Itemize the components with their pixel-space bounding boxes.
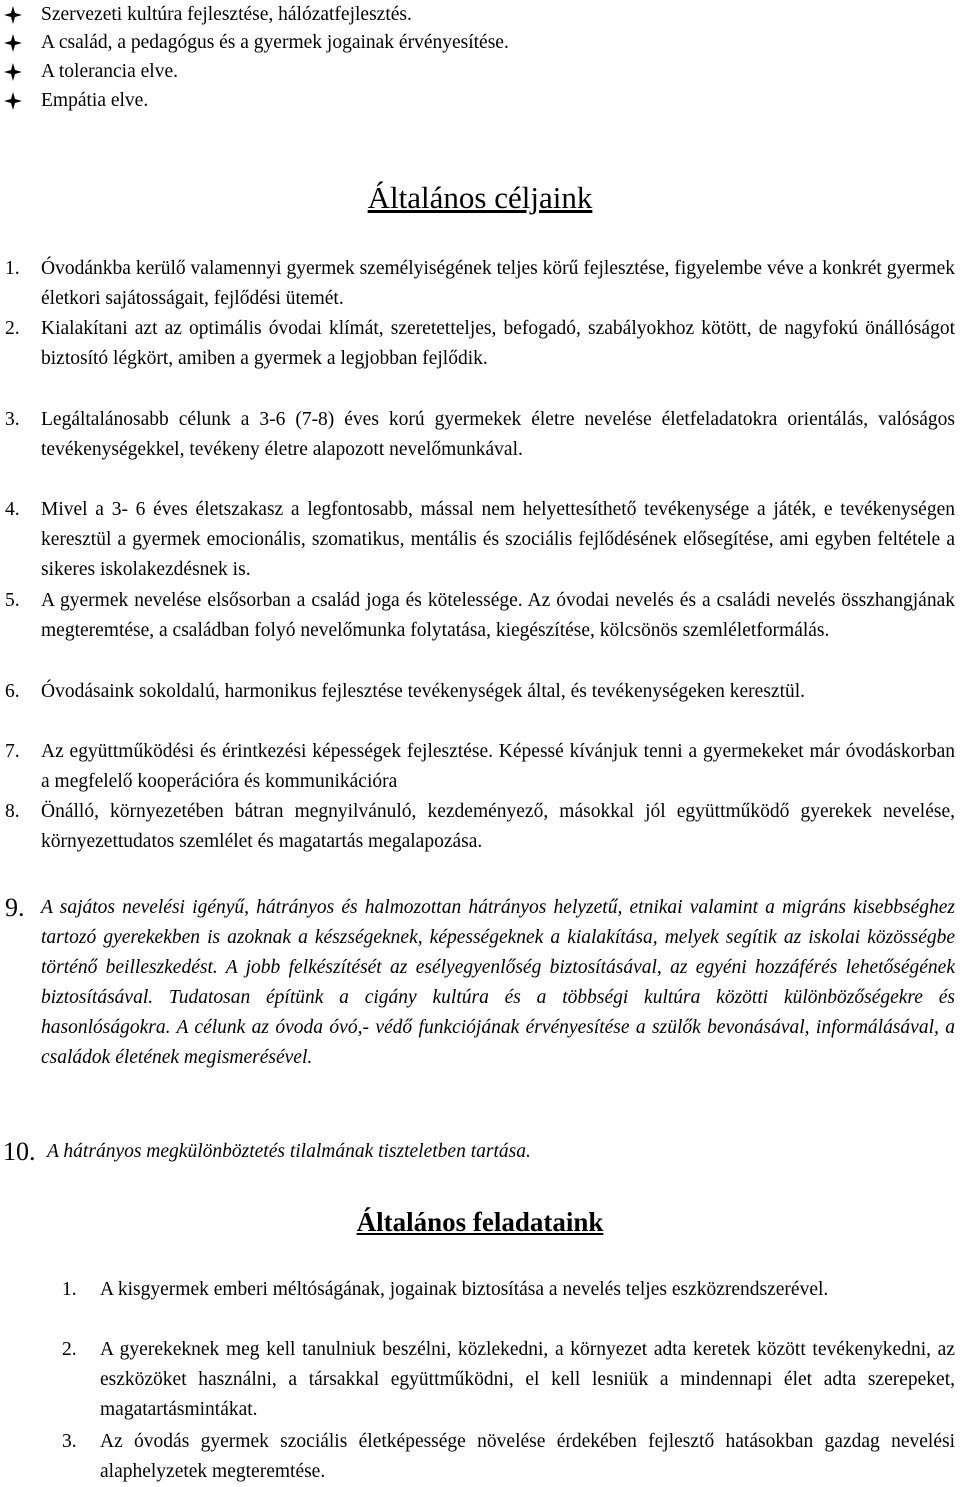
diamond-bullet-icon [4, 92, 22, 110]
goal-number: 3. [5, 409, 20, 430]
task-number: 2. [62, 1339, 77, 1360]
bullet-text: A család, a pedagógus és a gyermek jogainak érvényesítése. [41, 32, 509, 53]
goal-text: Az együttműködési és érintkezési képességek fejlesztése. Képessé kívánjuk tenni a gyermekeket már óvodáskorban a megfelelő kooperációra és kommunikációra [41, 741, 955, 792]
goal-text: A gyermek nevelése elsősorban a család joga és kötelessége. Az óvodai nevelés és a családi nevelés összhangjának megteremtése, a családban folyó nevelőmunka folytatása, kiegészítése, kölcsönös szemléletformálás. [41, 590, 955, 641]
goal-text: Mivel a 3- 6 éves életszakasz a legfontosabb, mással nem helyettesíthető tevékenysége a játék, e tevékenységen keresztül a gyermek emocionális, szomatikus, mentális és szociális fejlődésének elősegítése, ami egyben feltétele a sikeres iskolakezdésnek is. [41, 499, 955, 580]
diamond-bullet-icon [4, 34, 22, 52]
goal-number: 6. [5, 681, 20, 702]
task-text: A gyerekeknek meg kell tanulniuk beszélni, közlekedni, a környezet adta keretek között tevékenykedni, az eszközöket használni, a társakkal együttműködni, el kell lesniük a mindennapi élet adta szerepeket, magatartásmintákat. [100, 1339, 955, 1420]
goals-heading: Általános céljaink [367, 180, 593, 215]
bullet-text: Szervezeti kultúra fejlesztése, hálózatfejlesztés. [41, 4, 412, 25]
goal-number: 4. [5, 499, 20, 520]
goal-text: A sajátos nevelési igényű, hátrányos és halmozottan hátrányos helyzetű, etnikai valamint a migráns kisebbséghez tartozó gyerekekben is azoknak a készségeknek, képességeknek a kialakítása, melyek segítik az iskolai közösségbe történő beilleszkedést. A jobb felkészítését az esélyegyenlőség biztosításával, az egyéni hozzáférés lehetőségének biztosításával. Tudatosan építünk a cigány kultúra és a többségi kultúra közötti különbözőségekre és hasonlóságokra. A célunk az óvoda óvó,- védő funkciójának érvényesítése a szülők bevonásával, informálásával, a családok életének megismerésével. [41, 897, 955, 1068]
goal-text: Óvodánkba kerülő valamennyi gyermek személyiségének teljes körű fejlesztése, figyelembe véve a konkrét gyermek életkori sajátosságait, fejlődési ütemét. [41, 258, 955, 309]
goal-number: 9. [5, 893, 25, 922]
goal-text: A hátrányos megkülönböztetés tilalmának tiszteletben tartása. [47, 1141, 531, 1162]
goal-number: 7. [5, 741, 20, 762]
tasks-heading: Általános feladataink [356, 1207, 604, 1237]
goal-text: Önálló, környezetében bátran megnyilvánuló, kezdeményező, másokkal jól együttműködő gyerekek nevelése, környezettudatos szemlélet és magatartás megalapozása. [41, 801, 955, 852]
goal-number: 10. [3, 1137, 36, 1166]
goal-number: 1. [5, 258, 20, 279]
bullet-text: Empátia elve. [41, 90, 149, 111]
bullet-text: A tolerancia elve. [41, 61, 178, 82]
goal-text: Kialakítani azt az optimális óvodai klímát, szeretetteljes, befogadó, szabályokhoz kötött, de nagyfokú önállóságot biztosító légkört, amiben a gyermek a legjobban fejlődik. [41, 318, 955, 369]
task-text: Az óvodás gyermek szociális életképessége növelése érdekében fejlesztő hatásokban gazdag nevelési alaphelyzetek megteremtése. [100, 1431, 955, 1482]
goal-text: Legáltalánosabb célunk a 3-6 (7-8) éves korú gyermekek életre nevelése életfeladatokra orientálás, valóságos tevékenységekkel, tevékeny életre alapozott nevelőmunkával. [41, 409, 955, 460]
task-text: A kisgyermek emberi méltóságának, jogainak biztosítása a nevelés teljes eszközrendszerével. [100, 1279, 829, 1300]
goal-number: 8. [5, 801, 20, 822]
goal-number: 2. [5, 318, 20, 339]
goal-text: Óvodásaink sokoldalú, harmonikus fejlesztése tevékenységek által, és tevékenységeken keresztül. [41, 681, 806, 702]
diamond-bullet-icon [4, 6, 22, 24]
diamond-bullet-icon [4, 63, 22, 81]
goal-number: 5. [5, 590, 20, 611]
task-number: 1. [62, 1279, 77, 1300]
task-number: 3. [62, 1431, 77, 1452]
